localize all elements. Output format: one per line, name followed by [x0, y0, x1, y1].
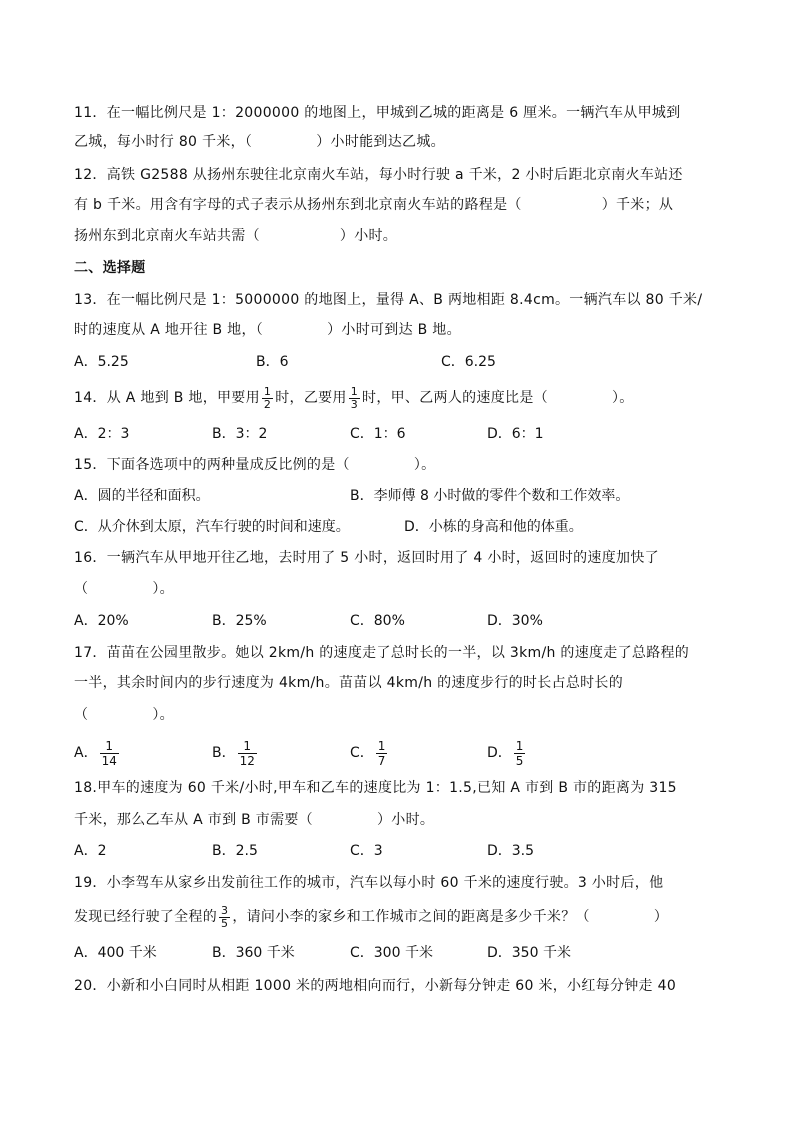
- q13-text-b: ）小时可到达 B 地。: [327, 322, 461, 338]
- q14-fraction-1-num: 1: [263, 384, 272, 398]
- q17-option-c-num: 1: [377, 738, 386, 753]
- q15-option-b[interactable]: B．李师傅 8 小时做的零件个数和工作效率。: [350, 488, 630, 504]
- q18-option-c[interactable]: C．3: [350, 843, 383, 859]
- q16-line2: [74, 577, 728, 601]
- q12-text-c: 扬州东到北京南火车站共需（: [74, 228, 260, 244]
- q19-line2: [74, 903, 728, 931]
- q19-text-c: ）: [653, 909, 669, 925]
- q19-option-d[interactable]: D．350 千米: [487, 945, 571, 961]
- q19-option-c[interactable]: C．300 千米: [350, 945, 433, 961]
- q16-option-d[interactable]: D．30%: [487, 613, 543, 629]
- q14-option-d[interactable]: D．6：1: [487, 426, 544, 442]
- q14-option-a[interactable]: A．2：3: [74, 426, 130, 442]
- q13-options: [74, 350, 728, 374]
- q18-options: [74, 839, 728, 863]
- q19-line1: 19．小李驾车从家乡出发前往工作的城市，汽车以每小时 60 千米的速度行驶。3 小时后，他: [74, 875, 664, 891]
- q11-line2: [74, 130, 728, 154]
- q19-fraction-num: 3: [221, 903, 229, 917]
- q20-line1: 20．小新和小白同时从相距 1000 米的两地相向而行，小新每分钟走 60 米，小红每分钟走 40: [74, 978, 677, 994]
- q19-option-b[interactable]: B．360 千米: [212, 945, 295, 961]
- q17-line3: [74, 703, 728, 727]
- q18-option-b[interactable]: B．2.5: [212, 843, 258, 859]
- q19-options: [74, 941, 728, 965]
- q17-option-c-label: C．: [350, 745, 374, 761]
- q15-line1: [74, 453, 728, 477]
- q12-line3: [74, 224, 728, 248]
- q16-option-b[interactable]: B．25%: [212, 613, 267, 629]
- q17-option-a-num: 1: [100, 739, 119, 754]
- q13-option-c[interactable]: C．6.25: [441, 354, 496, 370]
- q19-text-b: ，请问小李的家乡和工作城市之间的距离是多少千米？（: [232, 909, 590, 925]
- q19-option-a[interactable]: A．400 千米: [74, 945, 157, 961]
- q17-option-a[interactable]: [74, 736, 121, 770]
- q14-text-d: ）。: [611, 390, 634, 406]
- q14-fraction-1: [262, 386, 273, 411]
- q17-option-d-label: D．: [487, 745, 512, 761]
- q17-text-b: ）。: [152, 707, 174, 723]
- q17-option-b[interactable]: [212, 736, 259, 770]
- q14-options: [74, 422, 728, 446]
- section-title-choice: 二、选择题: [74, 260, 146, 276]
- q15-text-a: 15．下面各选项中的两种量成反比例的是（: [74, 457, 350, 473]
- q15-text-b: ）。: [413, 457, 436, 473]
- q13-option-b[interactable]: B．6: [256, 354, 289, 370]
- q17-line2: 一半，其余时间内的步行速度为 4km/h。苗苗以 4km/h 的速度步行的时长占总时长的: [74, 675, 624, 691]
- q13-option-a[interactable]: A．5.25: [74, 354, 129, 370]
- q17-option-b-num: 1: [238, 739, 257, 754]
- q18-option-d[interactable]: D．3.5: [487, 843, 535, 859]
- q17-option-a-fraction: [100, 739, 119, 768]
- q18-option-a[interactable]: A．2: [74, 843, 107, 859]
- q16-text-a: （: [74, 581, 89, 597]
- q19-fraction: [219, 905, 230, 930]
- q13-line2: [74, 318, 728, 342]
- q19-text-a: 发现已经行驶了全程的: [74, 909, 217, 925]
- q14-fraction-2-num: 1: [350, 384, 359, 398]
- q14-text-b: 时，乙要用: [275, 390, 347, 406]
- q12-text-d: ）小时。: [339, 228, 398, 244]
- q17-option-d-num: 1: [515, 738, 524, 753]
- q15-option-d[interactable]: D．小栋的身高和他的体重。: [404, 519, 583, 535]
- q17-option-c[interactable]: [350, 736, 389, 770]
- q17-option-b-fraction: [238, 739, 257, 768]
- q12-text-b: ）千米；从: [601, 197, 674, 213]
- q17-option-d-den: 5: [515, 753, 524, 768]
- q14-fraction-2-den: 3: [350, 397, 359, 411]
- q15-option-c[interactable]: C．从介休到太原，汽车行驶的时间和速度。: [74, 519, 350, 535]
- q17-option-b-label: B．: [212, 745, 236, 761]
- q16-option-c[interactable]: C．80%: [350, 613, 405, 629]
- q16-text-b: ）。: [152, 581, 174, 597]
- q17-option-d-fraction: [514, 739, 526, 768]
- q11-line1: 11．在一幅比例尺是 1：2000000 的地图上，甲城到乙城的距离是 6 厘米。一辆汽车从甲城到: [74, 105, 681, 121]
- q11-text-a: 乙城，每小时行 80 千米，（: [74, 134, 253, 150]
- q14-fraction-2: [349, 386, 360, 411]
- q12-text-a: 有 b 千米。用含有字母的式子表示从扬州东到北京南火车站的路程是（: [74, 197, 522, 213]
- q16-option-a[interactable]: A．20%: [74, 613, 129, 629]
- q16-options: [74, 609, 728, 633]
- q18-line2: [74, 808, 728, 832]
- q17-line1: 17．苗苗在公园里散步。她以 2km/h 的速度走了总时长的一半，以 3km/h 的速度走了总路程的: [74, 645, 690, 661]
- q17-option-a-den: 14: [101, 753, 117, 768]
- q17-option-a-label: A．: [74, 745, 98, 761]
- q14-fraction-1-den: 2: [263, 397, 272, 411]
- q17-options: [74, 736, 728, 770]
- q17-option-c-den: 7: [377, 753, 386, 768]
- q17-option-d[interactable]: [487, 736, 527, 770]
- q13-line1: 13．在一幅比例尺是 1：5000000 的地图上，量得 A、B 两地相距 8.4cm。一辆汽车以 80 千米/: [74, 292, 703, 308]
- q18-text-b: ）小时。: [376, 812, 435, 828]
- q17-option-b-den: 12: [239, 753, 255, 768]
- q15-options-row1: [74, 484, 728, 508]
- q15-options-row2: [74, 515, 728, 539]
- q18-line1: 18.甲车的速度为 60 千米/小时,甲车和乙车的速度比为 1：1.5,已知 A 市到 B 市的距离为 315: [74, 780, 677, 796]
- q14-text-a: 14．从 A 地到 B 地，甲要用: [74, 390, 260, 406]
- q12-line2: [74, 193, 728, 217]
- q14-option-b[interactable]: B．3：2: [212, 426, 268, 442]
- q17-option-c-fraction: [376, 739, 388, 768]
- q16-line1: 16．一辆汽车从甲地开往乙地，去时用了 5 小时，返回时用了 4 小时，返回时的速度加快了: [74, 550, 659, 566]
- q12-line1: 12．高铁 G2588 从扬州东驶往北京南火车站，每小时行驶 a 千米，2 小时后距北京南火车站还: [74, 167, 683, 183]
- q13-text-a: 时的速度从 A 地开往 B 地，（: [74, 322, 264, 338]
- q19-fraction-den: 5: [221, 916, 229, 930]
- q11-text-b: ）小时能到达乙城。: [316, 134, 445, 150]
- q17-text-a: （: [74, 707, 89, 723]
- q15-option-a[interactable]: A．圆的半径和面积。: [74, 488, 210, 504]
- q14-text-c: 时，甲、乙两人的速度比是（: [362, 390, 548, 406]
- q18-text-a: 千米，那么乙车从 A 市到 B 市需要（: [74, 812, 313, 828]
- q14-option-c[interactable]: C．1：6: [350, 426, 406, 442]
- q14-line1: [74, 385, 728, 411]
